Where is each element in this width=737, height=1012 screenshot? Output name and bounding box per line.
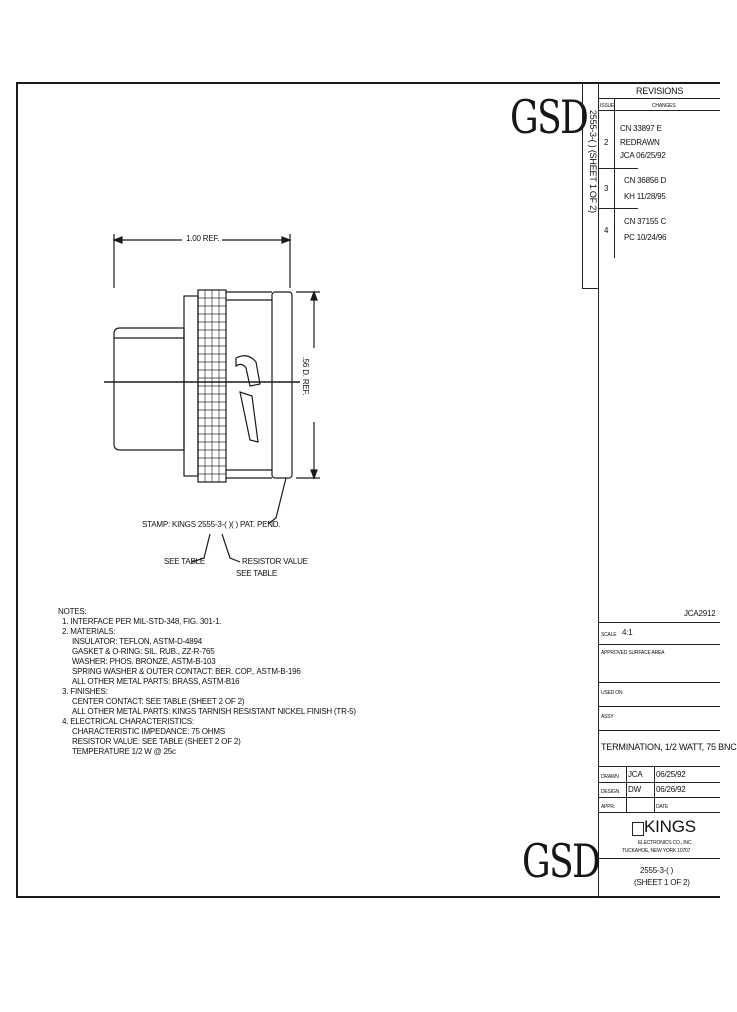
notes-line: SPRING WASHER & OUTER CONTACT: BER. COP., ASTM-B-196 <box>72 667 301 676</box>
notes-line: ALL OTHER METAL PARTS: KINGS TARNISH RESISTANT NICKEL FINISH (TR-5) <box>72 707 356 716</box>
notes-line: WASHER: PHOS. BRONZE, ASTM-B-103 <box>72 657 216 666</box>
company-name: KINGS <box>644 817 696 836</box>
revision-line: KH 11/28/95 <box>624 192 666 201</box>
used-on-label: USED ON <box>601 690 623 696</box>
notes-line: 2. MATERIALS: <box>62 627 116 636</box>
notes-line: CENTER CONTACT: SEE TABLE (SHEET 2 OF 2) <box>72 697 245 706</box>
notes-line: 4. ELECTRICAL CHARACTERISTICS: <box>62 717 194 726</box>
revision-line: CN 33897 E <box>620 124 662 133</box>
notes-line: TEMPERATURE 1/2 W @ 25c <box>72 747 176 756</box>
revisions-col-issue: ISSUE <box>600 103 615 109</box>
company-sub2: TUCKAHOE, NEW YORK 10707 <box>622 848 691 854</box>
stamp-callout: STAMP: KINGS 2555-3-( )( ) PAT. PEND. <box>142 520 281 529</box>
side-label: 2555-3-( ) (SHEET 1 OF 2) <box>588 110 598 213</box>
design-by: DW <box>628 785 641 794</box>
connector-drawing <box>100 228 330 568</box>
diameter-dimension: .56 D. REF. <box>301 356 310 396</box>
revisions-title: REVISIONS <box>636 86 684 96</box>
drawn-date: 06/25/92 <box>656 770 686 779</box>
company-sub1: ELECTRONICS CO., INC. <box>638 840 693 846</box>
notes-line: CHARACTERISTIC IMPEDANCE: 75 OHMS <box>72 727 225 736</box>
revision-issue: 3 <box>604 184 609 193</box>
revision-line: CN 37155 C <box>624 217 667 226</box>
assy-label: ASSY <box>601 714 614 720</box>
revision-issue: 2 <box>604 138 609 147</box>
part-number: 2555-3-( ) <box>640 866 674 875</box>
sheet-number: (SHEET 1 OF 2) <box>634 878 690 887</box>
length-dimension: 1.00 REF. <box>186 234 220 243</box>
notes-line: 1. INTERFACE PER MIL-STD-348, FIG. 301-1. <box>62 617 222 626</box>
revision-line: CN 36856 D <box>624 176 667 185</box>
revisions-col-changes: CHANGES <box>652 103 676 109</box>
revision-line: JCA 06/25/92 <box>620 151 666 160</box>
revision-line: REDRAWN <box>620 138 660 147</box>
scale-label: SCALE <box>601 632 617 638</box>
notes-line: RESISTOR VALUE: SEE TABLE (SHEET 2 OF 2) <box>72 737 241 746</box>
date-label: DATE <box>656 804 669 810</box>
notes-line: GASKET & O-RING: SIL. RUB., ZZ-R-765 <box>72 647 215 656</box>
notes-line: ALL OTHER METAL PARTS: BRASS, ASTM-B16 <box>72 677 240 686</box>
gsd-logo-bottom: GSD <box>522 834 600 888</box>
notes-line: NOTES: <box>58 607 87 616</box>
resistor-callout-1: RESISTOR VALUE <box>242 557 308 566</box>
see-table-callout: SEE TABLE <box>164 557 206 566</box>
gsd-logo-top: GSD <box>510 90 588 144</box>
drawn-by: JCA <box>628 770 643 779</box>
kings-logo-icon <box>632 822 644 836</box>
revision-issue: 4 <box>604 226 609 235</box>
revision-line: PC 10/24/96 <box>624 233 667 242</box>
notes-block <box>58 607 356 757</box>
drawing-title: TERMINATION, 1/2 WATT, 75 BNC <box>601 742 737 752</box>
drawn-label: DRAWN <box>601 774 619 780</box>
design-date: 06/26/92 <box>656 785 686 794</box>
scale-value: 4:1 <box>622 628 633 637</box>
approved-label: APPROVED SURFACE AREA <box>601 650 665 656</box>
design-label: DESIGN <box>601 789 619 795</box>
notes-line: INSULATOR: TEFLON, ASTM-D-4894 <box>72 637 203 646</box>
notes-line: 3. FINISHES: <box>62 687 108 696</box>
resistor-callout-2: SEE TABLE <box>236 569 278 578</box>
drawing-id: JCA2912 <box>684 609 716 618</box>
appr-label: APPR. <box>601 804 616 810</box>
